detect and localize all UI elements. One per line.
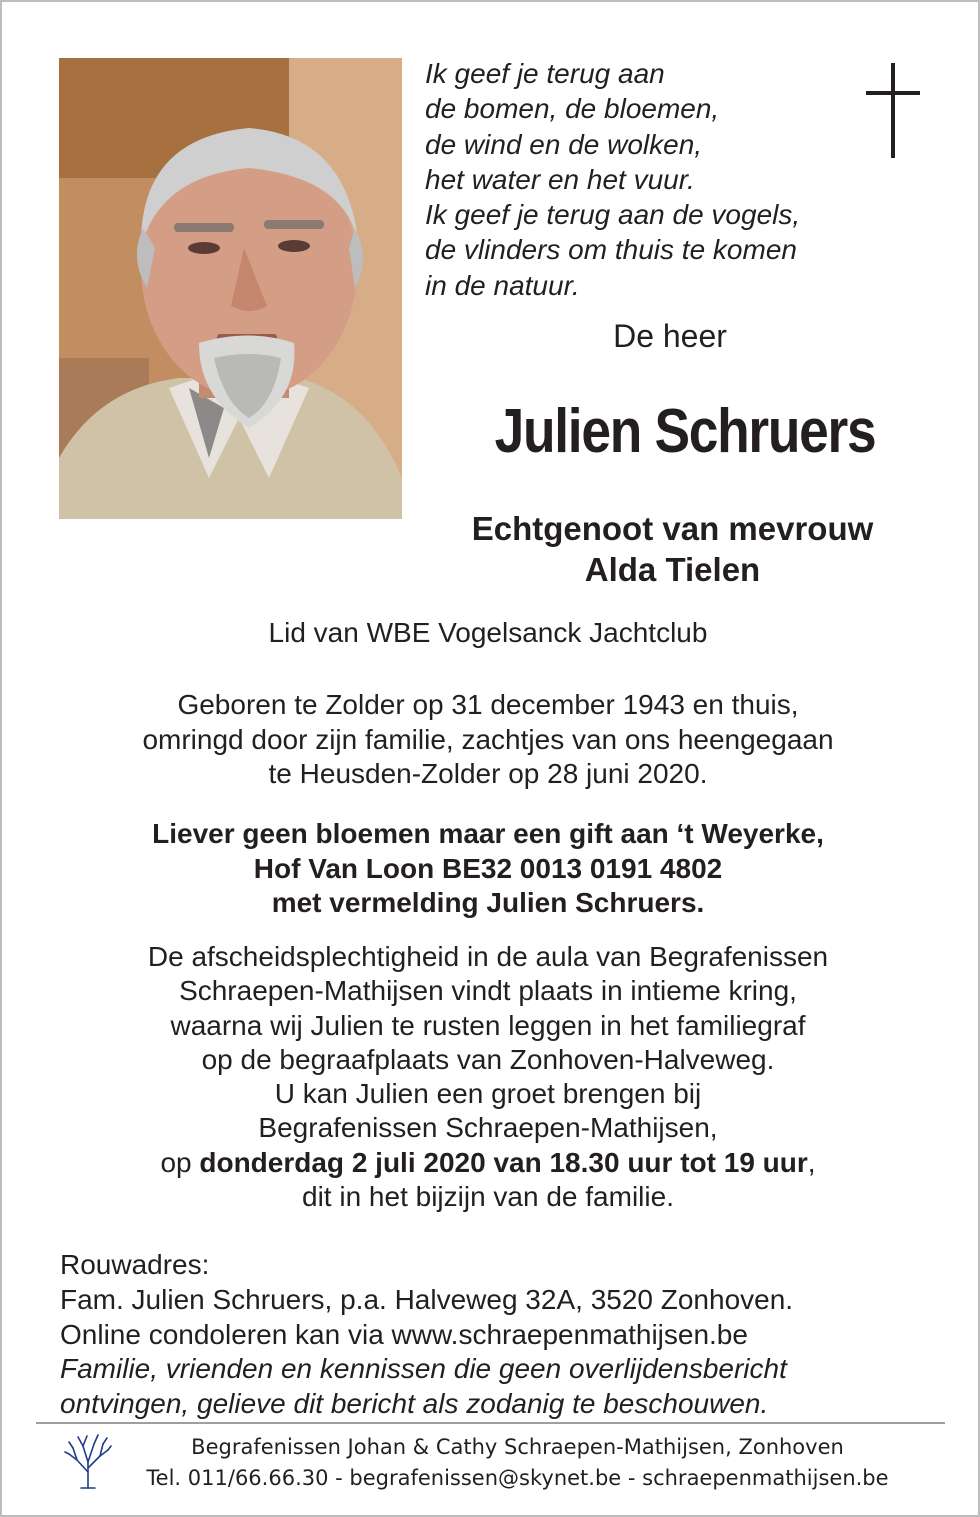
ceremony-line: waarna wij Julien te rusten leggen in het familiegraf bbox=[170, 1009, 806, 1041]
tree-logo-icon bbox=[63, 1432, 113, 1490]
donation-line: Hof Van Loon BE32 0013 0191 4802 bbox=[253, 852, 723, 884]
notice-line: Familie, vrienden en kennissen die geen overlijdensbericht bbox=[60, 1353, 787, 1385]
mourning-address bbox=[60, 1248, 793, 1422]
poem bbox=[425, 56, 800, 303]
ceremony-line: dit in het bijzijn van de familie. bbox=[302, 1181, 674, 1213]
poem-line: Ik geef je terug aan bbox=[425, 58, 665, 89]
poem-line: in de natuur. bbox=[425, 269, 580, 301]
footer-divider bbox=[36, 1422, 945, 1424]
spouse-name: Alda Tielen bbox=[584, 551, 761, 588]
poem-line: de wind en de wolken, bbox=[425, 128, 703, 160]
spouse-line: Echtgenoot van mevrouw bbox=[471, 510, 874, 547]
ceremony-line: op de begraafplaats van Zonhoven-Halveweg. bbox=[201, 1043, 775, 1075]
donation-line: Liever geen bloemen maar een gift aan ‘t Weyerke, bbox=[152, 818, 824, 849]
donation-notice bbox=[40, 817, 936, 921]
address-line: Fam. Julien Schruers, p.a. Halveweg 32A, 3520 Zonhoven. bbox=[60, 1283, 794, 1315]
deceased-name: Julien Schruers bbox=[494, 397, 876, 466]
donation-line: met vermelding Julien Schruers. bbox=[271, 887, 705, 918]
portrait-photo bbox=[59, 58, 402, 519]
birth-death-info bbox=[40, 688, 936, 792]
cross-icon bbox=[866, 63, 920, 158]
birth-line: omringd door zijn familie, zachtjes van ons heengegaan bbox=[142, 723, 834, 755]
poem-line: de vlinders om thuis te komen bbox=[425, 234, 797, 266]
ceremony-line: De afscheidsplechtigheid in de aula van Begrafenissen bbox=[147, 941, 829, 972]
spouse-block bbox=[400, 508, 945, 590]
visit-line bbox=[40, 1146, 936, 1180]
ceremony-line: U kan Julien een groet brengen bij bbox=[274, 1078, 702, 1110]
title-prefix: De heer bbox=[613, 318, 727, 354]
membership: Lid van WBE Vogelsanck Jachtclub bbox=[268, 617, 708, 648]
ceremony-line: Begrafenissen Schraepen-Mathijsen, bbox=[258, 1112, 718, 1144]
funeral-home-name: Begrafenissen Johan & Cathy Schraepen-Mathijsen, Zonhoven bbox=[191, 1435, 844, 1459]
ceremony-info bbox=[40, 940, 936, 1214]
birth-line: Geboren te Zolder op 31 december 1943 en thuis, bbox=[177, 689, 799, 720]
ceremony-line: Schraepen-Mathijsen vindt plaats in intieme kring, bbox=[179, 975, 797, 1007]
address-label: Rouwadres: bbox=[60, 1249, 210, 1280]
funeral-home-footer bbox=[110, 1432, 925, 1494]
visit-prefix: op bbox=[160, 1146, 200, 1178]
condolence-line: Online condoleren kan via www.schraepenmathijsen.be bbox=[60, 1318, 748, 1350]
funeral-home-contact: Tel. 011/66.66.30 - begrafenissen@skynet.be - schraepenmathijsen.be bbox=[146, 1466, 889, 1490]
poem-line: het water en het vuur. bbox=[425, 163, 695, 195]
visit-suffix: , bbox=[807, 1146, 816, 1178]
birth-line: te Heusden-Zolder op 28 juni 2020. bbox=[268, 758, 708, 789]
poem-line: de bomen, de bloemen, bbox=[425, 93, 720, 125]
notice-line: ontvingen, gelieve dit bericht als zodanig te beschouwen. bbox=[60, 1388, 769, 1420]
poem-line: Ik geef je terug aan de vogels, bbox=[425, 199, 801, 231]
visit-time: donderdag 2 juli 2020 van 18.30 uur tot 19 uur bbox=[199, 1146, 808, 1178]
